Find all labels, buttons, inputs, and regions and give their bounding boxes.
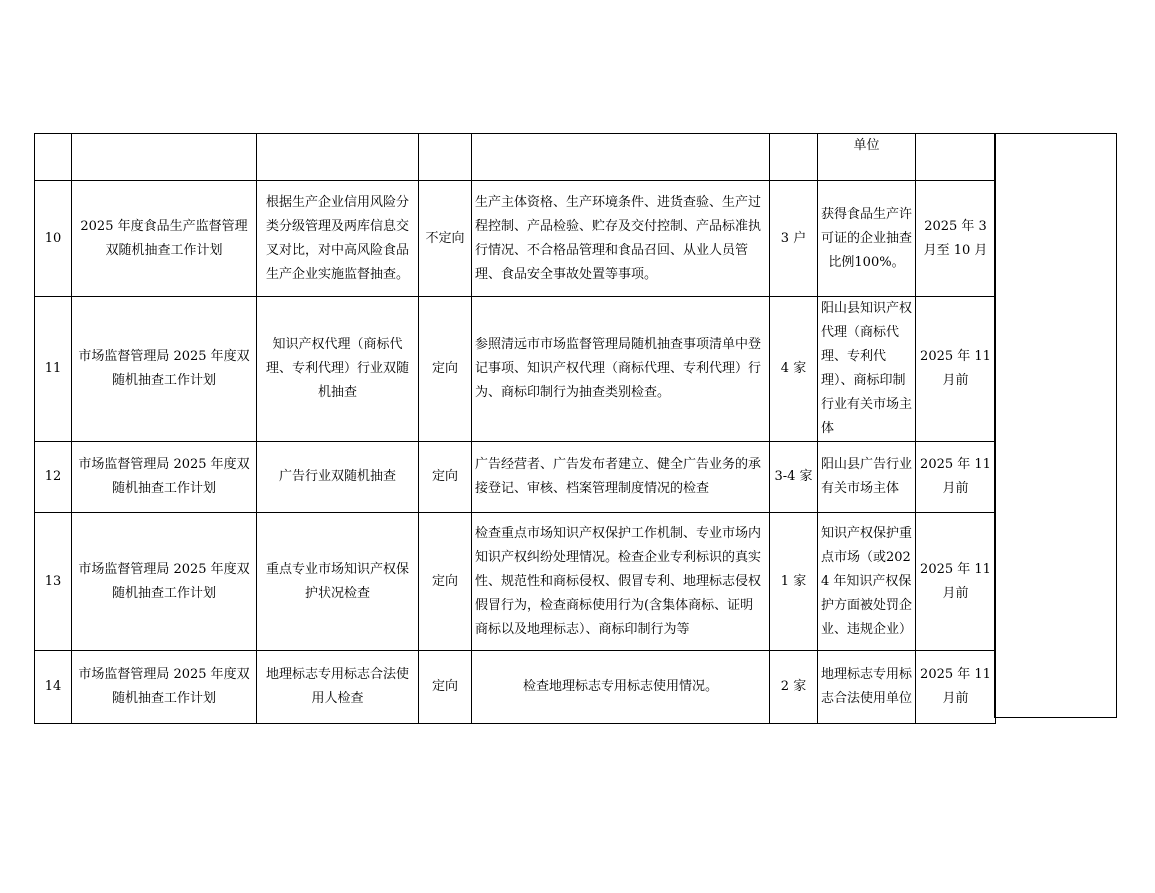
cell-no: 12 [35, 442, 72, 513]
cell-item: 重点专业市场知识产权保护状况检查 [257, 513, 419, 651]
cell-scope: 地理标志专用标志合法使用单位 [818, 651, 916, 724]
cell-scope: 知识产权保护重点市场（或2024 年知识产权保护方面被处罚企业、违规企业） [818, 513, 916, 651]
cell-time [916, 134, 996, 181]
cell-item: 知识产权代理（商标代理、专利代理）行业双随机抽查 [257, 297, 419, 442]
table-row [35, 181, 996, 297]
cell-time: 2025 年 11 月前 [916, 297, 996, 442]
cell-plan: 市场监督管理局 2025 年度双随机抽查工作计划 [72, 651, 257, 724]
cell-item: 广告行业双随机抽查 [257, 442, 419, 513]
cell-plan [72, 134, 257, 181]
cell-plan: 市场监督管理局 2025 年度双随机抽查工作计划 [72, 297, 257, 442]
cell-no: 14 [35, 651, 72, 724]
inspection-plan-sheet [34, 133, 1117, 718]
cell-content: 参照清远市市场监督管理局随机抽查事项清单中登记事项、知识产权代理（商标代理、专利代理）行为、商标印制行为抽查类别检查。 [472, 297, 770, 442]
cell-time: 2025 年 11 月前 [916, 651, 996, 724]
table-row [35, 442, 996, 513]
cell-type: 定向 [419, 297, 472, 442]
cell-type: 定向 [419, 513, 472, 651]
cell-plan: 市场监督管理局 2025 年度双随机抽查工作计划 [72, 442, 257, 513]
cell-count [770, 134, 818, 181]
cell-type [419, 134, 472, 181]
cell-type: 不定向 [419, 181, 472, 297]
cell-count: 3-4 家 [770, 442, 818, 513]
cell-scope: 阳山县广告行业有关市场主体 [818, 442, 916, 513]
cell-no: 10 [35, 181, 72, 297]
cell-no: 13 [35, 513, 72, 651]
cell-plan: 2025 年度食品生产监督管理双随机抽查工作计划 [72, 181, 257, 297]
cell-content: 检查重点市场知识产权保护工作机制、专业市场内知识产权纠纷处理情况。检查企业专利标识的真实性、规范性和商标侵权、假冒专利、地理标志侵权假冒行为，检查商标使用行为(含集体商标、证明商标以及地理标志）、商标印制行为等 [472, 513, 770, 651]
cell-plan: 市场监督管理局 2025 年度双随机抽查工作计划 [72, 513, 257, 651]
cell-content: 检查地理标志专用标志使用情况。 [472, 651, 770, 724]
cell-scope: 单位 [818, 134, 916, 181]
cell-item [257, 134, 419, 181]
cell-content [472, 134, 770, 181]
inspection-plan-table [34, 133, 996, 724]
cell-content: 广告经营者、广告发布者建立、健全广告业务的承接登记、审核、档案管理制度情况的检查 [472, 442, 770, 513]
cell-count: 1 家 [770, 513, 818, 651]
cell-count: 2 家 [770, 651, 818, 724]
cell-count: 3 户 [770, 181, 818, 297]
cell-no: 11 [35, 297, 72, 442]
cell-time: 2025 年 11 月前 [916, 442, 996, 513]
table-row-continuation [35, 134, 996, 181]
table-row [35, 651, 996, 724]
cell-type: 定向 [419, 651, 472, 724]
cell-scope: 获得食品生产许可证的企业抽查比例100%。 [818, 181, 916, 297]
table-row [35, 297, 996, 442]
cell-no [35, 134, 72, 181]
cell-type: 定向 [419, 442, 472, 513]
cell-item: 地理标志专用标志合法使用人检查 [257, 651, 419, 724]
cell-time: 2025 年 11 月前 [916, 513, 996, 651]
cell-content: 生产主体资格、生产环境条件、进货查验、生产过程控制、产品检验、贮存及交付控制、产品标准执行情况、不合格品管理和食品召回、从业人员管理、食品安全事故处置等事项。 [472, 181, 770, 297]
cell-time: 2025 年 3 月至 10 月 [916, 181, 996, 297]
cell-count: 4 家 [770, 297, 818, 442]
table-row [35, 513, 996, 651]
remarks-column [994, 133, 1117, 718]
cell-item: 根据生产企业信用风险分类分级管理及两库信息交叉对比，对中高风险食品生产企业实施监督抽查。 [257, 181, 419, 297]
cell-scope: 阳山县知识产权代理（商标代理、专利代理）、商标印制行业有关市场主体 [818, 297, 916, 442]
